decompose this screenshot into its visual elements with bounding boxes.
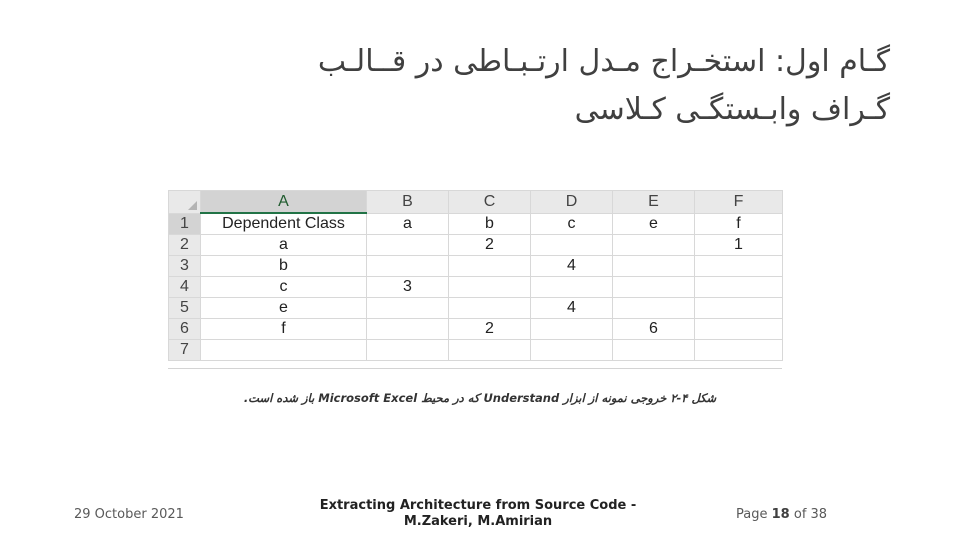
table-cell[interactable]: c xyxy=(201,277,367,298)
select-all-corner[interactable] xyxy=(169,191,201,214)
table-row xyxy=(169,277,783,298)
slide-title-line-2: گـراف وابـستگـی کـلاسی xyxy=(574,92,890,127)
column-header-c[interactable]: C xyxy=(449,191,531,214)
select-all-triangle-icon xyxy=(188,201,197,210)
column-header-d[interactable]: D xyxy=(531,191,613,214)
table-cell[interactable] xyxy=(367,319,449,340)
table-cell[interactable] xyxy=(449,277,531,298)
table-cell[interactable] xyxy=(613,277,695,298)
table-cell[interactable]: 1 xyxy=(695,235,783,256)
table-cell[interactable]: 3 xyxy=(367,277,449,298)
page-total: of 38 xyxy=(793,507,828,522)
table-cell[interactable] xyxy=(201,340,367,361)
page-number xyxy=(736,507,827,522)
table-cell[interactable] xyxy=(613,298,695,319)
table-cell[interactable]: b xyxy=(449,213,531,235)
row-header[interactable]: 2 xyxy=(169,235,201,256)
dependency-table xyxy=(168,190,783,361)
table-row xyxy=(169,319,783,340)
table-cell[interactable] xyxy=(613,235,695,256)
table-cell[interactable] xyxy=(695,340,783,361)
page-label: Page xyxy=(736,507,768,522)
row-header[interactable]: 3 xyxy=(169,256,201,277)
column-header-row xyxy=(169,191,783,214)
table-cell[interactable] xyxy=(531,319,613,340)
column-header-a[interactable]: A xyxy=(201,191,367,214)
table-cell[interactable] xyxy=(695,256,783,277)
footer-title-line-2: M.Zakeri, M.Amirian xyxy=(403,514,553,529)
table-cell[interactable]: e xyxy=(201,298,367,319)
table-cell[interactable] xyxy=(613,340,695,361)
table-cell[interactable] xyxy=(531,277,613,298)
table-cell[interactable]: a xyxy=(367,213,449,235)
table-cell[interactable]: b xyxy=(201,256,367,277)
table-cell[interactable] xyxy=(695,277,783,298)
table-cell[interactable] xyxy=(695,319,783,340)
table-row xyxy=(169,235,783,256)
table-cell[interactable] xyxy=(613,256,695,277)
table-cell[interactable]: f xyxy=(695,213,783,235)
table-cell[interactable] xyxy=(695,298,783,319)
row-header[interactable]: 4 xyxy=(169,277,201,298)
table-cell[interactable] xyxy=(367,298,449,319)
table-cell[interactable] xyxy=(449,256,531,277)
figure-caption: شکل ۴-۲ خروجی نمونه از ابزار Understand که در محیط Microsoft Excel باز شده است. xyxy=(243,391,717,405)
slide-title-line-1: گـام اول: استخـراج مـدل ارتـبـاطی در قــالـب xyxy=(317,44,890,79)
table-row xyxy=(169,298,783,319)
table-row xyxy=(169,340,783,361)
footer-title xyxy=(318,498,638,530)
table-cell[interactable] xyxy=(367,256,449,277)
footer-title-line-1: Extracting Architecture from Source Code - xyxy=(319,498,637,513)
table-cell[interactable] xyxy=(531,340,613,361)
table-row xyxy=(169,213,783,235)
table-cell[interactable] xyxy=(449,298,531,319)
table-cell[interactable]: c xyxy=(531,213,613,235)
excel-screenshot xyxy=(168,190,782,369)
column-header-e[interactable]: E xyxy=(613,191,695,214)
table-cell[interactable]: a xyxy=(201,235,367,256)
table-cell[interactable]: f xyxy=(201,319,367,340)
row-header[interactable]: 6 xyxy=(169,319,201,340)
row-header[interactable]: 1 xyxy=(169,213,201,235)
table-cell[interactable]: Dependent Class xyxy=(201,213,367,235)
table-row xyxy=(169,256,783,277)
footer-date: 29 October 2021 xyxy=(74,507,184,522)
page-current: 18 xyxy=(771,507,790,522)
table-cell[interactable] xyxy=(449,340,531,361)
table-cell[interactable] xyxy=(531,235,613,256)
row-header[interactable]: 7 xyxy=(169,340,201,361)
column-header-f[interactable]: F xyxy=(695,191,783,214)
table-cell[interactable]: 2 xyxy=(449,319,531,340)
table-cell[interactable]: 4 xyxy=(531,298,613,319)
column-header-b[interactable]: B xyxy=(367,191,449,214)
table-cell[interactable]: 6 xyxy=(613,319,695,340)
slide-title xyxy=(50,38,890,134)
table-cell[interactable]: 4 xyxy=(531,256,613,277)
table-cell[interactable]: e xyxy=(613,213,695,235)
table-cell[interactable]: 2 xyxy=(449,235,531,256)
row-header[interactable]: 5 xyxy=(169,298,201,319)
table-cell[interactable] xyxy=(367,340,449,361)
table-cell[interactable] xyxy=(367,235,449,256)
